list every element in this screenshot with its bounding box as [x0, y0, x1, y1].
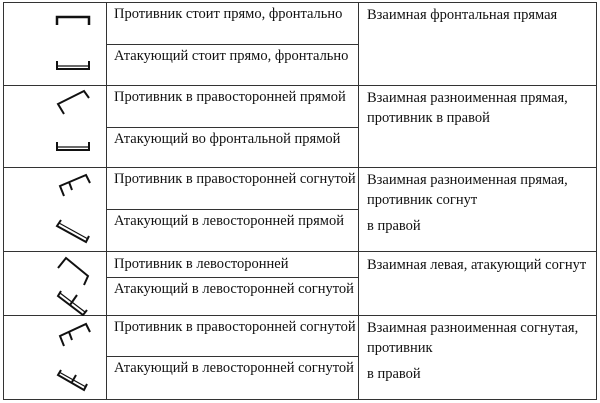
- result-cell: [359, 168, 596, 251]
- description-cell: [107, 86, 359, 167]
- right-bent-vs-left-bent-icon: [4, 316, 107, 399]
- figure-cell: [4, 252, 107, 315]
- opponent-description: Противник в правосторонней согнутой: [107, 168, 358, 210]
- figure-cell: [4, 168, 107, 251]
- figure-cell: [4, 316, 107, 399]
- frontal-stance-pair-icon: [4, 3, 107, 86]
- result-text-extra: в правой: [367, 218, 421, 234]
- description-cell: [107, 168, 359, 251]
- table-row: [4, 3, 596, 86]
- result-text: Взаимная разноименная согнутая, противник: [367, 320, 579, 356]
- result-cell: [359, 252, 596, 315]
- result-text: Взаимная фронтальная прямая: [367, 7, 558, 23]
- attacker-description: Атакующий в левосторонней согнутой: [114, 360, 354, 376]
- description-cell: [107, 252, 359, 315]
- attacker-description: Атакующий в левосторонней согнутой: [114, 281, 354, 297]
- description-cell: [107, 3, 359, 85]
- opponent-description: Противник стоит прямо, фронтально: [107, 3, 358, 45]
- result-text-extra: в правой: [367, 366, 421, 382]
- result-text: Взаимная разноименная прямая, противник в правой: [367, 90, 568, 126]
- table-row: [4, 168, 596, 252]
- figure-cell: [4, 86, 107, 167]
- right-straight-vs-frontal-icon: [4, 86, 107, 168]
- stances-table: [3, 2, 597, 400]
- result-text: Взаимная левая, атакующий согнут: [367, 257, 587, 273]
- attacker-description: Атакующий в левосторонней прямой: [114, 213, 344, 229]
- attacker-description: Атакующий во фронтальной прямой: [114, 131, 341, 147]
- opponent-description: Противник в правосторонней согнутой: [107, 316, 358, 357]
- opponent-description: Противник в правосторонней прямой: [107, 86, 358, 128]
- description-cell: [107, 316, 359, 399]
- result-cell: [359, 3, 596, 85]
- table-row: [4, 316, 596, 399]
- right-bent-vs-left-straight-icon: [4, 168, 107, 252]
- table-row: [4, 252, 596, 316]
- opponent-description: Противник в левосторонней: [107, 252, 358, 278]
- result-cell: [359, 316, 596, 399]
- result-text: Взаимная разноименная прямая, противник согнут: [367, 172, 568, 208]
- table-row: [4, 86, 596, 168]
- left-vs-left-bent-icon: [4, 252, 107, 316]
- result-cell: [359, 86, 596, 167]
- figure-cell: [4, 3, 107, 85]
- attacker-description: Атакующий стоит прямо, фронтально: [114, 48, 349, 64]
